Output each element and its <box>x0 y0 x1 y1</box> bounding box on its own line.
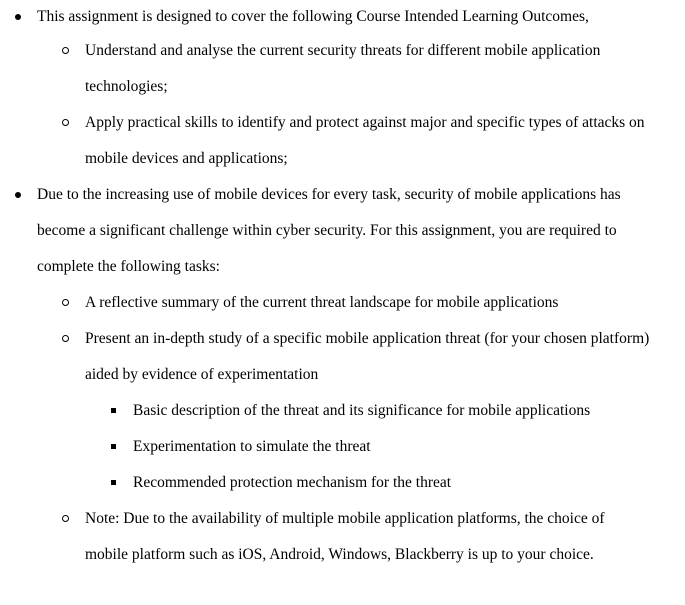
sub-item-text: Apply practical skills to identify and protect against major and specific types of attacks on <box>85 114 645 131</box>
square-bullet-icon <box>107 393 119 429</box>
sub-item-text: technologies; <box>85 78 168 95</box>
hollow-circle-bullet-icon <box>58 501 72 537</box>
sub-sub-item-text: Recommended protection mechanism for the threat <box>133 474 452 491</box>
hollow-circle-bullet-icon <box>58 285 72 321</box>
sub-item-text: Note: Due to the availability of multiple mobile application platforms, the choice of <box>85 510 605 527</box>
list-item-text: become a significant challenge within cyber security. For this assignment, you are required to <box>37 222 617 239</box>
hollow-circle-bullet-icon <box>58 33 72 69</box>
sub-item-text: A reflective summary of the current threat landscape for mobile applications <box>85 294 559 311</box>
sub-item-text: mobile platform such as iOS, Android, Windows, Blackberry is up to your choice. <box>85 546 594 563</box>
list-item-text: This assignment is designed to cover the following Course Intended Learning Outcomes, <box>37 8 589 25</box>
sub-item-text: Understand and analyse the current security threats for different mobile application <box>85 42 601 59</box>
sub-sub-item-text: Experimentation to simulate the threat <box>133 438 371 455</box>
filled-circle-bullet-icon <box>11 0 25 35</box>
hollow-circle-bullet-icon <box>58 321 72 357</box>
sub-item-text: mobile devices and applications; <box>85 150 288 167</box>
sub-sub-item-text: Basic description of the threat and its significance for mobile applications <box>133 402 591 419</box>
filled-circle-bullet-icon <box>11 177 25 213</box>
hollow-circle-bullet-icon <box>58 105 72 141</box>
sub-item-text: Present an in-depth study of a specific mobile application threat (for your chosen platform) <box>85 330 650 347</box>
list-item-text: Due to the increasing use of mobile devices for every task, security of mobile applications has <box>37 186 621 203</box>
square-bullet-icon <box>107 429 119 465</box>
sub-item-text: aided by evidence of experimentation <box>85 366 319 383</box>
list-item-text: complete the following tasks: <box>37 258 220 275</box>
square-bullet-icon <box>107 465 119 501</box>
